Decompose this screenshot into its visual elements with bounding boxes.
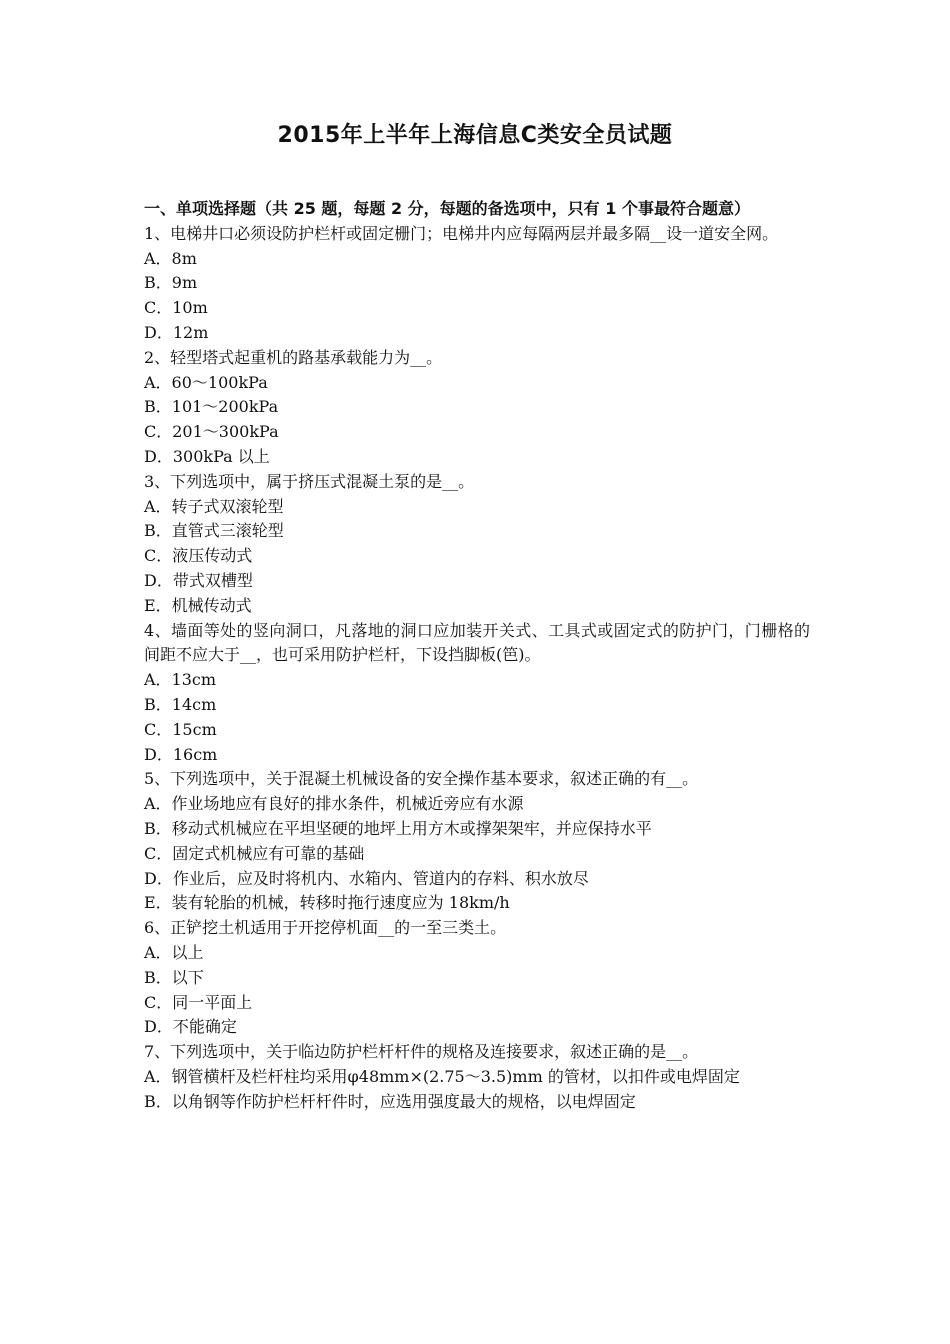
document-body (144, 197, 810, 1114)
answer-option: B．14cm (144, 694, 217, 714)
question-stem: 7、下列选项中，关于临边防护栏杆杆件的规格及连接要求，叙述正确的是__。 (144, 1042, 699, 1062)
option-list (144, 371, 810, 470)
section-heading: 一、单项选择题（共 25 题，每题 2 分，每题的备选项中，只有 1 个事最符合题意） (144, 199, 750, 218)
option-list (144, 792, 810, 916)
question-2 (144, 346, 810, 470)
answer-option: B．9m (144, 273, 198, 293)
answer-option: A．转子式双滚轮型 (144, 496, 284, 516)
answer-option: C．液压传动式 (144, 546, 253, 566)
answer-option: E．机械传动式 (144, 595, 252, 615)
option-list (144, 668, 810, 767)
question-4 (144, 619, 810, 768)
answer-option: B．移动式机械应在平坦坚硬的地坪上用方木或撑架架牢，并应保持水平 (144, 818, 652, 838)
question-5 (144, 767, 810, 916)
answer-option: D．300kPa 以上 (144, 446, 270, 466)
answer-option: D．16cm (144, 744, 218, 764)
answer-option: C．同一平面上 (144, 992, 253, 1012)
question-stem: 4、墙面等处的竖向洞口，凡落地的洞口应加装开关式、工具式或固定式的防护门，门栅格的间距不应大于__，也可采用防护栏杆，下设挡脚板(笆)。 (144, 620, 810, 665)
question-3 (144, 470, 810, 619)
answer-option: C．15cm (144, 719, 217, 739)
question-7 (144, 1040, 810, 1114)
question-1 (144, 222, 810, 346)
option-list (144, 495, 810, 619)
answer-option: A．60～100kPa (144, 372, 268, 392)
answer-option: B．101～200kPa (144, 397, 279, 417)
answer-option: D．不能确定 (144, 1017, 237, 1037)
option-list (144, 1065, 810, 1115)
answer-option: B．直管式三滚轮型 (144, 521, 284, 541)
answer-option: D．作业后，应及时将机内、水箱内、管道内的存料、积水放尽 (144, 868, 589, 888)
question-6 (144, 916, 810, 1040)
answer-option: A．钢管横杆及栏杆柱均采用φ48mm×(2.75～3.5)mm 的管材，以扣件或电焊固定 (144, 1066, 740, 1086)
document-title: 2015年上半年上海信息C类安全员试题 (277, 123, 673, 148)
question-stem: 5、下列选项中，关于混凝土机械设备的安全操作基本要求，叙述正确的有__。 (144, 769, 699, 789)
answer-option: A．作业场地应有良好的排水条件，机械近旁应有水源 (144, 794, 524, 814)
answer-option: E．装有轮胎的机械，转移时拖行速度应为 18km/h (144, 893, 510, 913)
question-stem: 6、正铲挖土机适用于开挖停机面__的一至三类土。 (144, 918, 507, 938)
answer-option: C．10m (144, 298, 208, 318)
question-stem: 1、电梯井口必须设防护栏杆或固定栅门；电梯井内应每隔两层并最多隔__设一道安全网。 (144, 223, 779, 243)
answer-option: B．以下 (144, 967, 204, 987)
question-list (144, 222, 810, 1115)
question-stem: 2、轻型塔式起重机的路基承载能力为__。 (144, 347, 443, 367)
option-list (144, 941, 810, 1040)
option-list (144, 247, 810, 346)
answer-option: D．带式双槽型 (144, 570, 253, 590)
answer-option: A．13cm (144, 670, 217, 690)
answer-option: A．以上 (144, 942, 204, 962)
answer-option: D．12m (144, 322, 209, 342)
answer-option: B．以角钢等作防护栏杆杆件时，应选用强度最大的规格，以电焊固定 (144, 1091, 636, 1111)
answer-option: A．8m (144, 248, 197, 268)
answer-option: C．201～300kPa (144, 422, 279, 442)
answer-option: C．固定式机械应有可靠的基础 (144, 843, 365, 863)
question-stem: 3、下列选项中，属于挤压式混凝土泵的是__。 (144, 471, 475, 491)
